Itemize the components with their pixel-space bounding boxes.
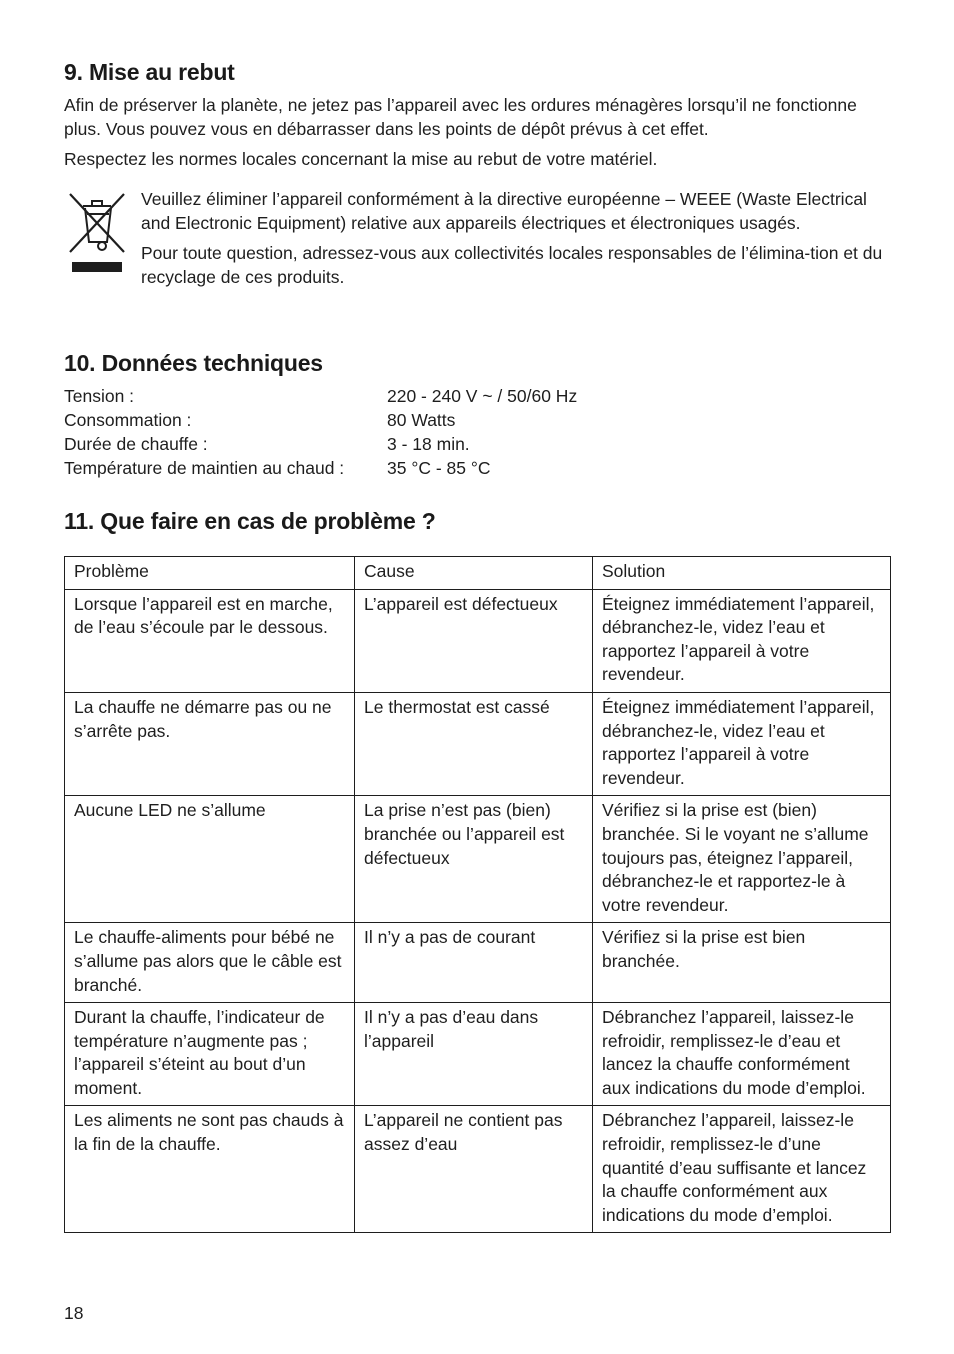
spec-value: 3 - 18 min. — [387, 434, 470, 454]
spec-value: 35 °C - 85 °C — [387, 458, 491, 478]
spec-label: Durée de chauffe : — [64, 434, 208, 454]
spec-value: 80 Watts — [387, 410, 456, 430]
spec-value: 220 - 240 V ~ / 50/60 Hz — [387, 386, 578, 406]
spec-row — [64, 432, 577, 456]
table-header-row — [65, 557, 891, 590]
cell-cause: L’appareil ne contient pas assez d’eau — [355, 1106, 593, 1233]
table-row — [65, 796, 891, 923]
cell-cause: Il n’y a pas de courant — [355, 923, 593, 1003]
header-cause: Cause — [355, 557, 593, 590]
cell-problem: Les aliments ne sont pas chauds à la fin de la chauffe. — [65, 1106, 355, 1233]
cell-solution: Éteignez immédiatement l’appareil, débranchez-le, videz l’eau et rapportez l’appareil à votre revendeur. — [593, 589, 891, 692]
weee-paragraph-2: Pour toute question, adressez-vous aux collectivités locales responsables de l’élimina-tion et du recyclage de ces produits. — [141, 243, 883, 287]
troubleshooting-table — [64, 556, 891, 1233]
cell-problem: Le chauffe-aliments pour bébé ne s’allume pas alors que le câble est branché. — [65, 923, 355, 1003]
cell-cause: La prise n’est pas (bien) branchée ou l’appareil est défectueux — [355, 796, 593, 923]
weee-notice — [141, 187, 893, 289]
cell-solution: Débranchez l’appareil, laissez-le refroidir, remplissez-le d’eau et lancez la chauffe conformément aux indications du mode d’emploi. — [593, 1003, 891, 1106]
cell-problem: Aucune LED ne s’allume — [65, 796, 355, 923]
table-row — [65, 1003, 891, 1106]
header-problem: Problème — [65, 557, 355, 590]
cell-solution: Vérifiez si la prise est (bien) branchée. Si le voyant ne s’allume toujours pas, éteignez l’appareil, débranchez-le et rapportez-le à votre revendeur. — [593, 796, 891, 923]
cell-problem: La chauffe ne démarre pas ou ne s’arrête pas. — [65, 692, 355, 795]
spec-row — [64, 384, 577, 408]
spec-label: Tension : — [64, 386, 135, 406]
cell-problem: Lorsque l’appareil est en marche, de l’eau s’écoule par le dessous. — [65, 589, 355, 692]
section-9-title: 9. Mise au rebut — [64, 59, 235, 85]
spec-row — [64, 456, 577, 480]
spec-row — [64, 408, 577, 432]
cell-solution: Éteignez immédiatement l’appareil, débranchez-le, videz l’eau et rapportez l’appareil à votre revendeur. — [593, 692, 891, 795]
cell-problem: Durant la chauffe, l’indicateur de température n’augmente pas ; l’appareil s’éteint au bout d’un moment. — [65, 1003, 355, 1106]
section-9-paragraph-1: Afin de préserver la planète, ne jetez pas l’appareil avec les ordures ménagères lorsqu’il ne fonctionne plus. Vous pouvez vous en débarrasser dans les points de dépôt prévus à cet effet. — [64, 95, 857, 139]
header-solution: Solution — [593, 557, 891, 590]
section-11-title: 11. Que faire en cas de problème ? — [64, 508, 436, 534]
section-9-paragraph-2: Respectez les normes locales concernant la mise au rebut de votre matériel. — [64, 149, 658, 169]
table-row — [65, 923, 891, 1003]
weee-paragraph-1: Veuillez éliminer l’appareil conformément à la directive européenne – WEEE (Waste Electrical and Electronic Equipment) relative aux appareils électriques et électroniques usagés. — [141, 189, 867, 233]
cell-cause: Le thermostat est cassé — [355, 692, 593, 795]
table-row — [65, 1106, 891, 1233]
cell-cause: L’appareil est défectueux — [355, 589, 593, 692]
crossed-out-wheelie-bin-icon — [66, 190, 128, 276]
cell-solution: Débranchez l’appareil, laissez-le refroidir, remplissez-le d’une quantité d’eau suffisante et lancez la chauffe conformément aux indications du mode d’emploi. — [593, 1106, 891, 1233]
technical-specs-table — [64, 384, 577, 480]
section-10-title: 10. Données techniques — [64, 350, 323, 376]
page-number: 18 — [64, 1303, 84, 1323]
cell-cause: Il n’y a pas d’eau dans l’appareil — [355, 1003, 593, 1106]
spec-label: Consommation : — [64, 410, 192, 430]
spec-label: Température de maintien au chaud : — [64, 458, 345, 478]
table-row — [65, 692, 891, 795]
table-row — [65, 589, 891, 692]
cell-solution: Vérifiez si la prise est bien branchée. — [593, 923, 891, 1003]
